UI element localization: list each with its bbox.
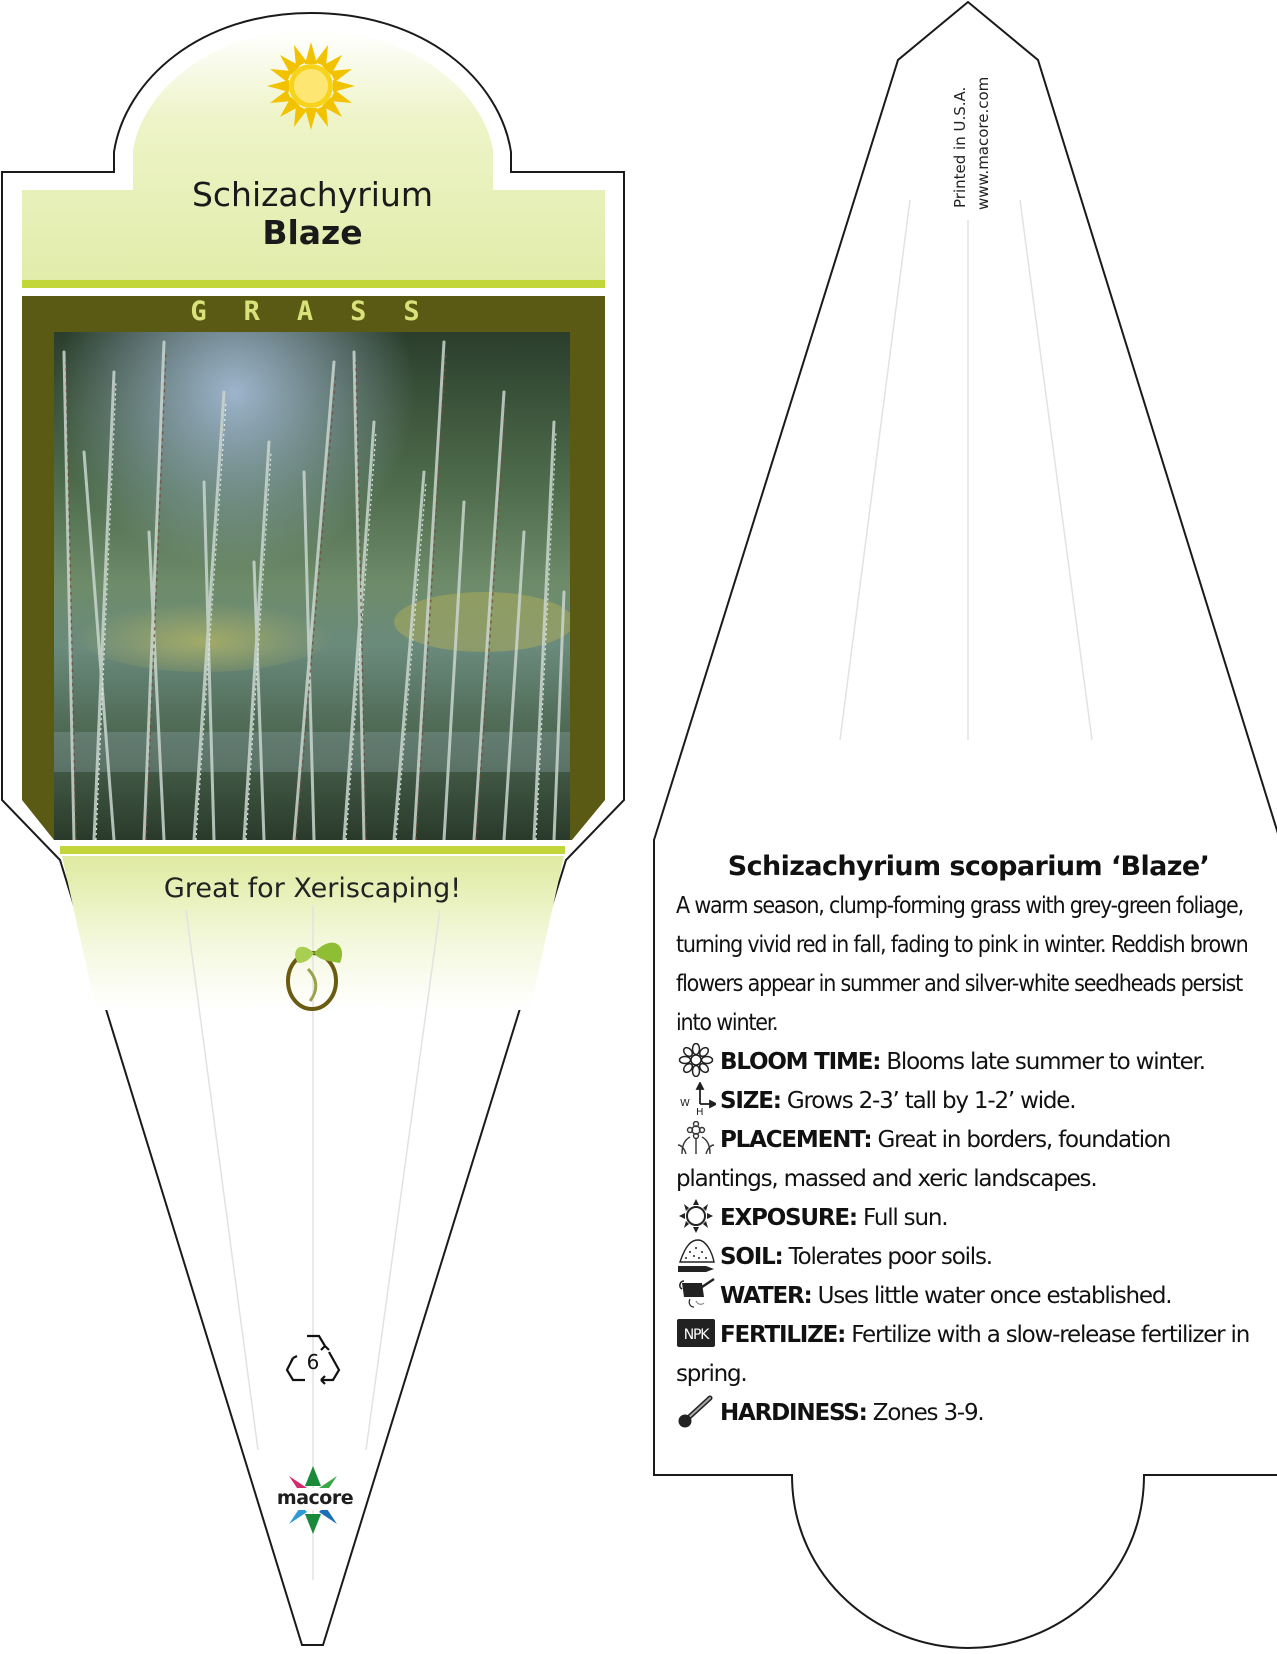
attribute-label: HARDINESS:: [720, 1400, 867, 1426]
botanical-name: Schizachyrium scoparium ‘Blaze’: [727, 851, 1210, 882]
attribute-label: FERTILIZE:: [720, 1322, 846, 1348]
attribute-soil: [676, 1238, 1261, 1277]
variety-name: Blaze: [262, 213, 363, 252]
category-banner: GRASS: [190, 296, 457, 327]
watering-can-icon: [676, 1277, 716, 1311]
care-info: [676, 849, 1261, 1433]
placement-icon: [676, 1121, 716, 1155]
attribute-exposure: [676, 1199, 1261, 1238]
brand-name: macore: [276, 1487, 354, 1509]
plant-description: A warm season, clump-forming grass with grey-green foliage, turning vivid red in fall, fading to pink in winter. Reddish brown flowers appear in summer and silver-white seedheads persist into winter.: [676, 893, 1248, 1036]
size-icon-w: W: [680, 1098, 689, 1109]
printed-in-label: Printed in U.S.A.: [951, 86, 969, 208]
attribute-label: WATER:: [720, 1283, 812, 1309]
attribute-value: Grows 2-3’ tall by 1-2’ wide.: [786, 1088, 1076, 1114]
attribute-value: Great in borders, foundation plantings, massed and xeric landscapes.: [676, 1127, 1171, 1192]
attribute-value: Zones 3-9.: [872, 1400, 984, 1426]
flower-icon: [676, 1043, 716, 1077]
attribute-bloom-time: [676, 1043, 1261, 1082]
thermometer-icon: [676, 1394, 716, 1428]
npk-icon: [676, 1316, 716, 1350]
npk-icon-text: NPK: [683, 1327, 709, 1343]
attribute-hardiness: [676, 1394, 1261, 1433]
attribute-fertilize: [676, 1316, 1261, 1394]
attribute-value: Full sun.: [863, 1205, 948, 1231]
soil-icon: [676, 1238, 716, 1272]
website-label: www.macore.com: [974, 76, 992, 210]
attribute-label: SOIL:: [720, 1244, 783, 1270]
attribute-value: Tolerates poor soils.: [788, 1244, 992, 1270]
attribute-label: EXPOSURE:: [720, 1205, 857, 1231]
attribute-label: BLOOM TIME:: [720, 1049, 881, 1075]
attribute-placement: [676, 1121, 1261, 1199]
attribute-water: [676, 1277, 1261, 1316]
genus-name: Schizachyrium: [191, 175, 434, 214]
recycle-code: 6: [306, 1350, 320, 1374]
tagline: Great for Xeriscaping!: [163, 873, 462, 904]
attribute-label: SIZE:: [720, 1088, 781, 1114]
size-icon: [676, 1082, 716, 1116]
attribute-value: Fertilize with a slow-release fertilizer in spring.: [676, 1322, 1250, 1387]
sun-icon: [676, 1199, 716, 1233]
attribute-value: Blooms late summer to winter.: [886, 1049, 1205, 1075]
size-icon-h: H: [696, 1107, 703, 1116]
attribute-label: PLACEMENT:: [720, 1127, 872, 1153]
attribute-size: [676, 1082, 1261, 1121]
attribute-value: Uses little water once established.: [817, 1283, 1172, 1309]
